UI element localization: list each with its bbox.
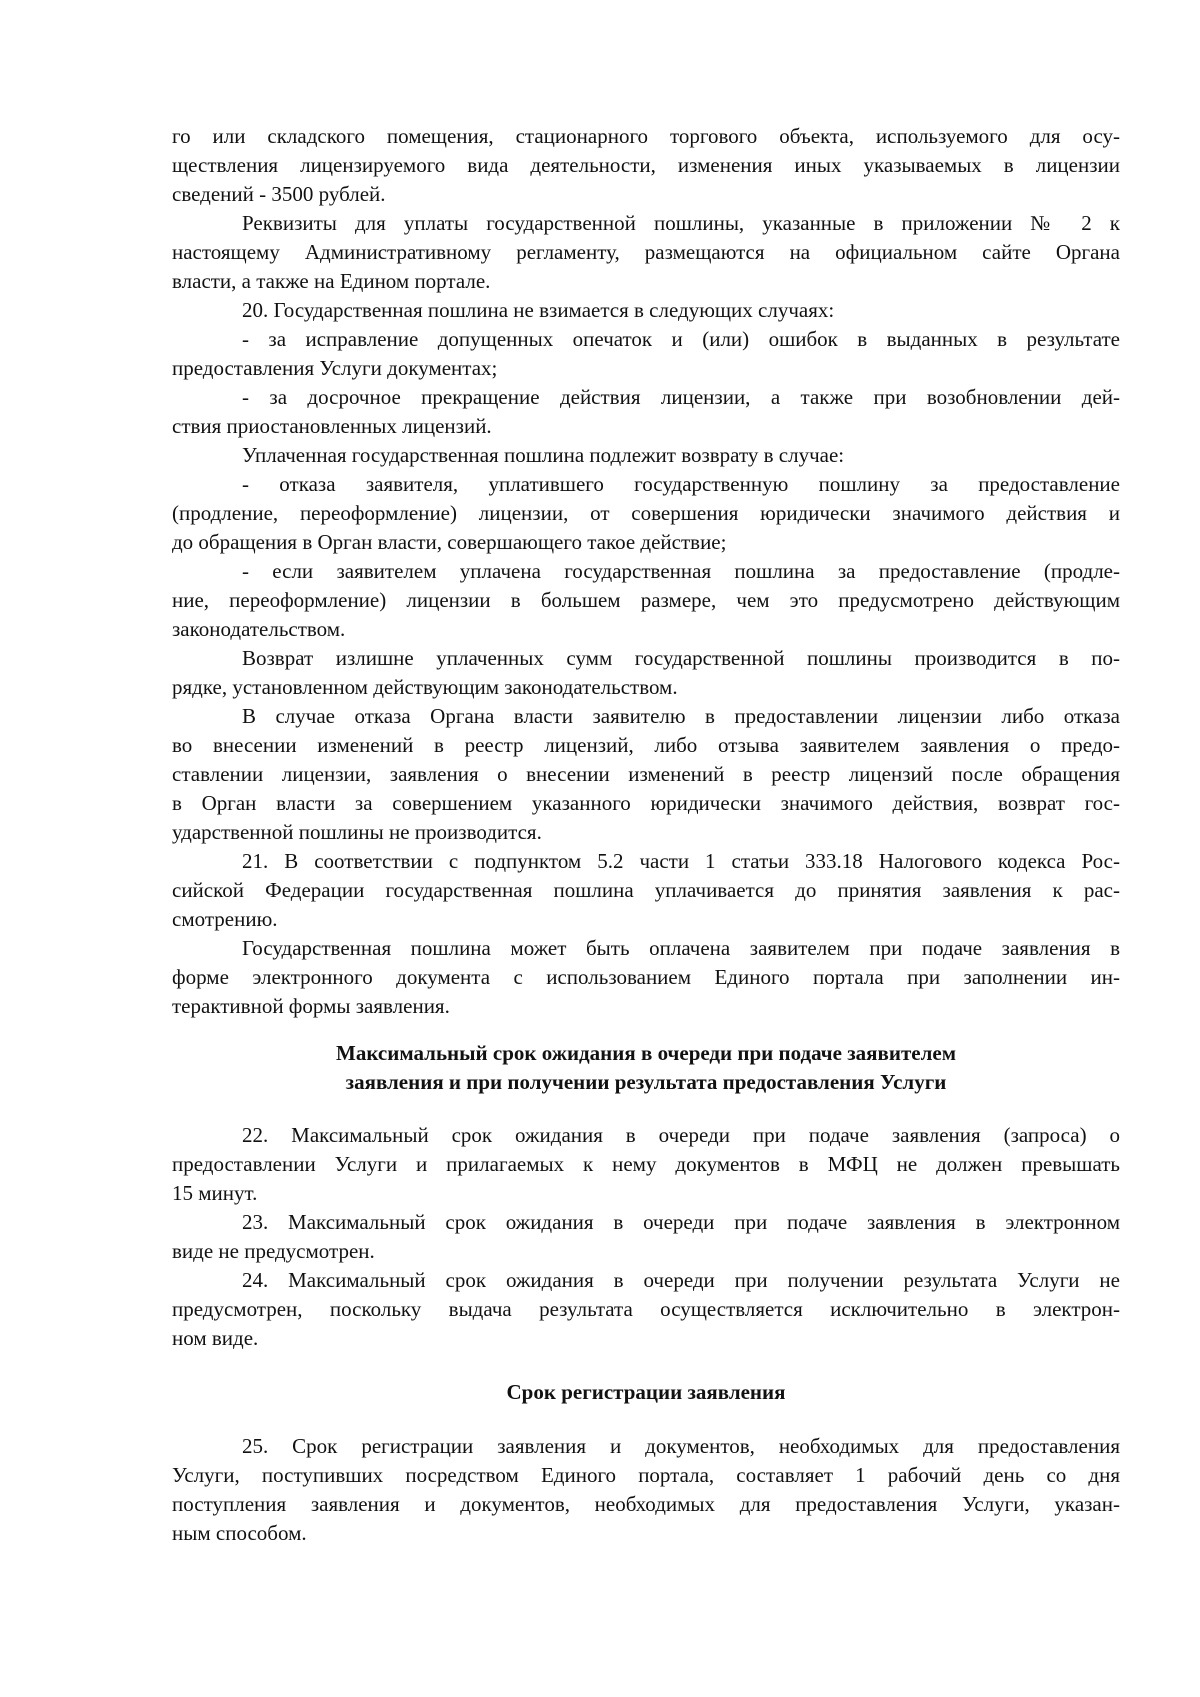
text-line: ном виде. xyxy=(172,1326,259,1350)
text-line: до обращения в Орган власти, совершающего такое действие; xyxy=(172,530,727,554)
text-line: ставлении лицензии, заявления о внесении изменений в реестр лицензий после обращения xyxy=(172,762,1120,786)
text-line: Уплаченная государственная пошлина подлежит возврату в случае: xyxy=(242,443,845,467)
text-line: ным способом. xyxy=(172,1521,307,1545)
text-line: сийской Федерации государственная пошлина уплачивается до принятия заявления к рас- xyxy=(172,878,1120,902)
paragraph-item-20 xyxy=(172,296,1120,325)
spacer xyxy=(172,1407,1120,1432)
section-heading-waiting-time xyxy=(172,1039,1120,1097)
text-line: 24. Максимальный срок ожидания в очереди при получении результата Услуги не xyxy=(242,1268,1120,1292)
section-fees xyxy=(172,122,1120,1021)
text-line: В случае отказа Органа власти заявителю в предоставлении лицензии либо отказа xyxy=(242,704,1120,728)
text-line: 22. Максимальный срок ожидания в очереди при подаче заявления (запроса) о xyxy=(242,1123,1120,1147)
section-registration-time xyxy=(172,1432,1120,1548)
paragraph-item-24 xyxy=(172,1266,1120,1353)
text-line: ствия приостановленных лицензий. xyxy=(172,414,492,438)
text-line: ществления лицензируемого вида деятельности, изменения иных указываемых в лицензии xyxy=(172,153,1120,177)
text-line: - отказа заявителя, уплатившего государственную пошлину за предоставление xyxy=(242,472,1120,496)
text-line: 25. Срок регистрации заявления и документов, необходимых для предоставления xyxy=(242,1434,1120,1458)
paragraph-exemption-termination xyxy=(172,383,1120,441)
paragraph-item-21 xyxy=(172,847,1120,934)
document-page xyxy=(172,122,1120,1548)
text-line: - за исправление допущенных опечаток и (или) ошибок в выданных в результате xyxy=(242,327,1120,351)
text-line: в Орган власти за совершением указанного юридически значимого действия, возврат гос- xyxy=(172,791,1120,815)
text-line: 21. В соответствии с подпунктом 5.2 части 1 статьи 333.18 Налогового кодекса Рос- xyxy=(242,849,1120,873)
text-line: поступления заявления и документов, необходимых для предоставления Услуги, указан- xyxy=(172,1492,1120,1516)
text-line: предоставления Услуги документах; xyxy=(172,356,498,380)
paragraph-item-22 xyxy=(172,1121,1120,1208)
heading-line: Срок регистрации заявления xyxy=(506,1380,786,1404)
text-line: виде не предусмотрен. xyxy=(172,1239,375,1263)
spacer xyxy=(172,1021,1120,1039)
spacer xyxy=(172,1353,1120,1378)
paragraph-refund-intro xyxy=(172,441,1120,470)
text-line: власти, а также на Едином портале. xyxy=(172,269,491,293)
text-line: 20. Государственная пошлина не взимается в следующих случаях: xyxy=(242,298,835,322)
text-line: Реквизиты для уплаты государственной пошлины, указанные в приложении № 2 к xyxy=(242,211,1120,235)
text-line: Возврат излишне уплаченных сумм государственной пошлины производится в по- xyxy=(242,646,1120,670)
paragraph-payment-details xyxy=(172,209,1120,296)
paragraph-online-payment xyxy=(172,934,1120,1021)
text-line: ударственной пошлины не производится. xyxy=(172,820,542,844)
heading-line: Максимальный срок ожидания в очереди при подаче заявителем xyxy=(336,1041,956,1065)
text-line: - за досрочное прекращение действия лицензии, а также при возобновлении дей- xyxy=(242,385,1120,409)
section-heading-registration-time xyxy=(172,1378,1120,1407)
text-line: форме электронного документа с использованием Единого портала при заполнении ин- xyxy=(172,965,1120,989)
paragraph-refund-overpayment xyxy=(172,557,1120,644)
text-line: предоставлении Услуги и прилагаемых к нему документов в МФЦ не должен превышать xyxy=(172,1152,1120,1176)
paragraph-refund-refusal xyxy=(172,470,1120,557)
text-line: рядке, установленном действующим законодательством. xyxy=(172,675,678,699)
text-line: настоящему Административному регламенту, размещаются на официальном сайте Органа xyxy=(172,240,1120,264)
paragraph-item-25 xyxy=(172,1432,1120,1548)
text-line: ние, переоформление) лицензии в большем размере, чем это предусмотрено действующим xyxy=(172,588,1120,612)
text-line: сведений - 3500 рублей. xyxy=(172,182,386,206)
text-line: (продление, переоформление) лицензии, от совершения юридически значимого действия и xyxy=(172,501,1120,525)
section-waiting-time xyxy=(172,1121,1120,1353)
paragraph-fee-continuation xyxy=(172,122,1120,209)
paragraph-exemption-corrections xyxy=(172,325,1120,383)
text-line: Услуги, поступивших посредством Единого портала, составляет 1 рабочий день со дня xyxy=(172,1463,1120,1487)
spacer xyxy=(172,1097,1120,1121)
text-line: 23. Максимальный срок ожидания в очереди при подаче заявления в электронном xyxy=(242,1210,1120,1234)
text-line: го или складского помещения, стационарного торгового объекта, используемого для осу- xyxy=(172,124,1120,148)
text-line: предусмотрен, поскольку выдача результата осуществляется исключительно в электрон- xyxy=(172,1297,1120,1321)
text-line: Государственная пошлина может быть оплачена заявителем при подаче заявления в xyxy=(242,936,1120,960)
text-line: законодательством. xyxy=(172,617,346,641)
text-line: - если заявителем уплачена государственная пошлина за предоставление (продле- xyxy=(242,559,1120,583)
paragraph-no-refund xyxy=(172,702,1120,847)
text-line: терактивной формы заявления. xyxy=(172,994,450,1018)
heading-line: заявления и при получении результата предоставления Услуги xyxy=(345,1070,947,1094)
paragraph-refund-procedure xyxy=(172,644,1120,702)
text-line: смотрению. xyxy=(172,907,278,931)
text-line: во внесении изменений в реестр лицензий, либо отзыва заявителем заявления о предо- xyxy=(172,733,1120,757)
text-line: 15 минут. xyxy=(172,1181,258,1205)
paragraph-item-23 xyxy=(172,1208,1120,1266)
